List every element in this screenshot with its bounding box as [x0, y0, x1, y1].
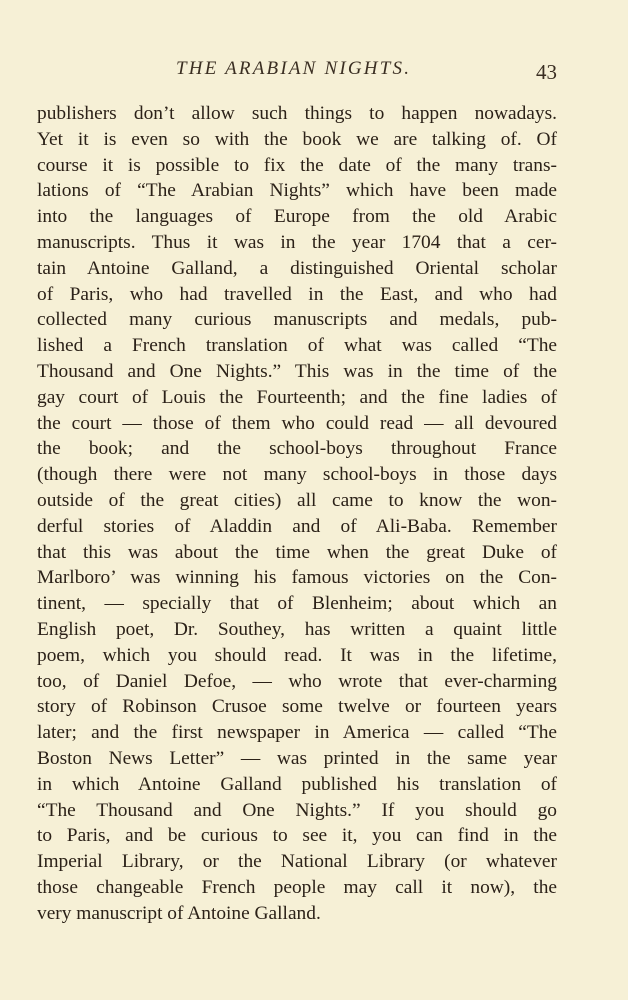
text-line: of Paris, who had travelled in the East, and who had [37, 283, 557, 305]
text-line: the book; and the school-boys throughout France [37, 438, 557, 460]
text-line: that this was about the time when the great Duke of [37, 541, 557, 563]
text-line: to Paris, and be curious to see it, you can find in the [37, 825, 557, 847]
text-line: into the languages of Europe from the old Arabic [37, 206, 557, 228]
text-line: Yet it is even so with the book we are talking of. Of [37, 128, 557, 150]
text-line: tain Antoine Galland, a distinguished Oriental scholar [37, 257, 557, 279]
text-line: publishers don’t allow such things to happen nowadays. [37, 103, 557, 124]
running-title: THE ARABIAN NIGHTS. [176, 58, 412, 79]
text-line: Thousand and One Nights.” This was in the time of the [37, 360, 557, 382]
text-line: derful stories of Aladdin and of Ali-Baba. Remember [37, 515, 557, 537]
text-line: Boston News Letter” — was printed in the same year [37, 747, 557, 769]
text-line: outside of the great cities) all came to know the won- [37, 489, 557, 511]
text-line: poem, which you should read. It was in the lifetime, [37, 644, 557, 666]
text-line: gay court of Louis the Fourteenth; and the fine ladies of [37, 386, 557, 408]
text-line: those changeable French people may call it now), the [37, 876, 557, 898]
text-line: Marlboro’ was winning his famous victories on the Con- [37, 567, 557, 589]
text-line: later; and the first newspaper in America — called “The [37, 722, 557, 744]
text-line: in which Antoine Galland published his translation of [37, 773, 557, 795]
text-line: lations of “The Arabian Nights” which have been made [37, 180, 557, 202]
text-line: lished a French translation of what was called “The [37, 335, 557, 357]
body-paragraph [37, 101, 557, 927]
text-line: (though there were not many school-boys in those days [37, 464, 557, 486]
page-number: 43 [536, 60, 557, 84]
text-line: Imperial Library, or the National Library (or whatever [37, 851, 557, 873]
text-line-last: very manuscript of Antoine Galland. [37, 902, 321, 924]
text-line: “The Thousand and One Nights.” If you should go [37, 799, 557, 821]
running-head [0, 58, 628, 88]
text-line: English poet, Dr. Southey, has written a quaint little [37, 618, 557, 640]
text-line: the court — those of them who could read — all devoured [37, 412, 557, 434]
text-line: tinent, — specially that of Blenheim; about which an [37, 593, 557, 615]
text-line: collected many curious manuscripts and medals, pub- [37, 309, 557, 331]
text-line: story of Robinson Crusoe some twelve or fourteen years [37, 696, 557, 718]
text-line: too, of Daniel Defoe, — who wrote that ever-charming [37, 670, 557, 692]
text-line: manuscripts. Thus it was in the year 1704 that a cer- [37, 231, 557, 253]
text-line: course it is possible to fix the date of the many trans- [37, 154, 557, 176]
